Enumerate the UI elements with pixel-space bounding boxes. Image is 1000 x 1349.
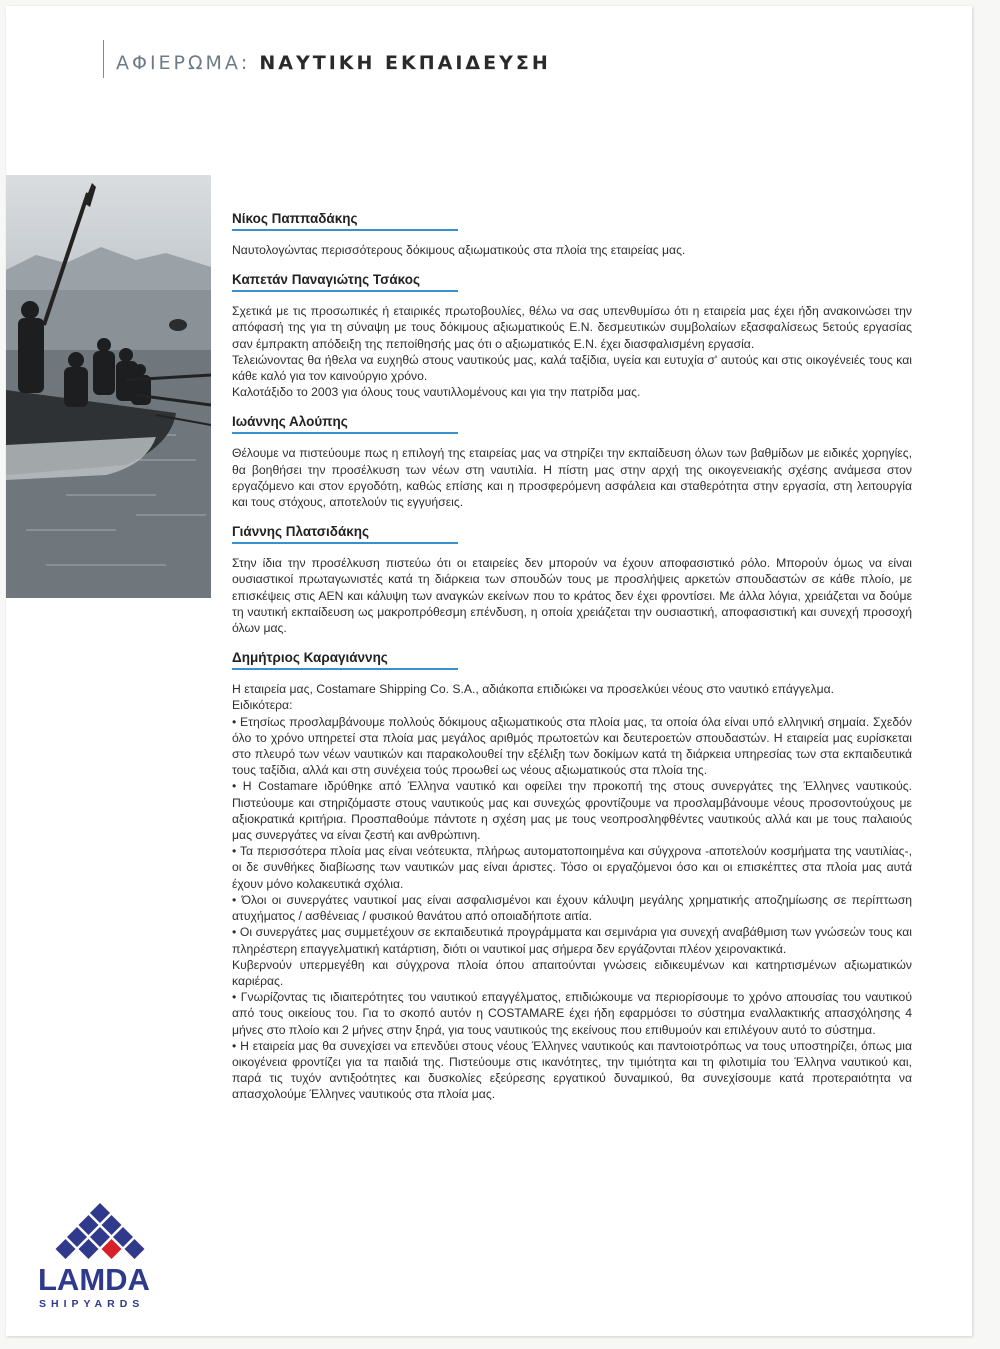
paragraph: Ειδικότερα: (232, 698, 293, 713)
header-rule (103, 40, 104, 78)
bullet-paragraph: • Ετησίως προσλαμβάνουμε πολλούς δόκιμους αξιωματικούς στα πλοία μας, τα οποία όλα είναι υπό ελληνική σημαία. Σχεδόν όλο το χρόνο υπηρετεί στα πλοία μας μεγάλος αριθμός πρωτοετών και δευτεροετών σπουδαστών. Η εταιρεία μας ευρίσκεται στο πλευρό των νέων ναυτικών και παρακολουθεί την εξέλιξη των δοκίμων κατά τη διάρκεια υπηρεσίας των στα εκπαιδευτικά τους ταξίδια, αλλά και στη συνέχεια τούς προωθεί ως νέους αξιωματικούς στα πλοία της. (232, 714, 912, 778)
bullet-paragraph: • Οι συνεργάτες μας συμμετέχουν σε εκπαιδευτικά προγράμματα και σεμινάρια για συνεχή αναβάθμιση των γνώσεών τους και πληρέστερη επαγγελματική κατάρτιση, διότι οι ναυτικοί μας σήμερα δεν εργάζονται πλέον χειρονακτικά. (232, 925, 912, 956)
bullet-paragraph: • Η εταιρεία μας θα συνεχίσει να επενδύει στους νέους Έλληνες ναυτικούς και παντοιοτρόπως να τους υποστηρίζει, όπως μια οικογένεια φροντίζει για τα παιδιά της. Πιστεύουμε στις ικανότητες, την τιμιότητα και τη φιλοτιμία του Έλληνα ναυτικού και, παρά τις τυχόν αντιξοότητες και δυσκολίες εξεύρεσης εργατικού δυναμικού, θα συνεχίσουμε κατά προτεραιότητα να απασχολούμε Έλληνες ναυτικούς στα πλοία μας. (232, 1038, 912, 1102)
paragraph: Καλοτάξιδο το 2003 για όλους τους ναυτιλλομένους και για την πατρίδα μας. (232, 385, 641, 400)
section-name: Δημήτριος Καραγιάννης (232, 650, 458, 670)
rowing-boat-photo (6, 175, 211, 598)
bullet-paragraph: • Γνωρίζοντας τις ιδιαιτερότητες του ναυτικού επαγγέλματος, επιδιώκουμε να περιορίσουμε το χρόνο απουσίας του ναυτικού από τους οικείους του. Για το σκοπό αυτόν η COSTAMARE έχει ήδη εφαρμόσει το σύστημα εναλλακτικής απασχόλησης 4 μήνες στο πλοίο και 2 μήνες στην ξηρά, για τους ναυτικούς της εκείνους που επιθυμούν και επιλέγουν αυτό το σύστημα. (232, 990, 912, 1037)
section-name: Γιάννης Πλατσιδάκης (232, 524, 458, 544)
bullet-paragraph: • Τα περισσότερα πλοία μας είναι νεότευκτα, πλήρως αυτοματοποιημένα και σύγχρονα -αποτελούν κοσμήματα της ναυτιλίας-, οι δε συνθήκες διαβίωσης των ναυτικών μας είναι άριστες. Τόσο οι εργαζόμενοι όσο και οι επισκέπτες στα πλοία μας αυτά έχουν μόνο κολακευτικά σχόλια. (232, 844, 912, 891)
article-content (232, 210, 912, 1116)
paragraph: Θέλουμε να πιστεύουμε πως η επιλογή της εταιρείας μας να στηρίζει την εκπαίδευση όλων των βαθμίδων με ειδικές χορηγίες, θα βοηθήσει την προσέλκυση των νέων στη ναυτιλία. Η πίστη μας στην αρχή της οικογενειακής σχέσης ανάμεσα στον εργαζόμενο και στον εργοδότη, καθώς επίσης και η προσφερόμενη ασφάλεια και σταθερότητα στην εργασία, στη λειτουργία και τους στόχους, αποτελούν τις εγγυήσεις. (232, 446, 912, 510)
section-name: Ιωάννης Αλούπης (232, 414, 458, 434)
section-platsidakis (232, 523, 912, 636)
header-topic: ΝΑΥΤΙΚΗ ΕΚΠΑΙΔΕΥΣΗ (259, 52, 551, 74)
section-name: Νίκος Παππαδάκης (232, 211, 458, 231)
logo-name: LAMDA (38, 1262, 150, 1297)
paragraph: Σχετικά με τις προσωπικές ή εταιρικές πρωτοβουλίες, θέλω να σας υπενθυμίσω ότι η εταιρεία μας έχει ήδη ανακοινώσει την απόφασή της για τη σύναψη με τους δόκιμους αξιωματικούς Ε.Ν. δεσμευτικών συμβολαίων εξασφαλίσεως 5ετούς εργασίας σαν έμπρακτη απόδειξη της πεποίθησής μας ότι ο αξιωματικός Ε.Ν. έχει διασφαλισμένη εργασία. (232, 304, 912, 351)
paragraph: Στην ίδια την προσέλκυση πιστεύω ότι οι εταιρείες δεν μπορούν να έχουν αποφασιστικό ρόλο. Μπορούν όμως να είναι ουσιαστικοί πρωταγωνιστές κατά τη διάρκεια των σπουδών τους με προσλήψεις αρκετών σπουδαστών σε κάθε πλοίο, με επισκέψεις στις ΑΕΝ και κάλυψη των αναγκών εκείνων που το κράτος δεν έχει φροντίσει. Με άλλα λόγια, χρειάζεται να δούμε τη ναυτική εκπαίδευση ως μακροπρόθεσμη επένδυση, η οποία χρειάζεται την ουσιαστική, αποφασιστική και συνεχή προσοχή όλων μας. (232, 556, 912, 636)
paragraph: Τελειώνοντας θα ήθελα να ευχηθώ στους ναυτικούς μας, καλά ταξίδια, υγεία και ευτυχία σ' αυτούς και στις οικογένειές τους και κάθε καλό για τον καινούργιο χρόνο. (232, 352, 912, 384)
bullet-paragraph: • Όλοι οι συνεργάτες ναυτικοί μας είναι ασφαλισμένοι και έχουν κάλυψη μεγάλης χρηματικής αποζημίωσης σε περίπτωση ατυχήματος / ασθένειας / φυσικού θανάτου από οποιαδήποτε αιτία. (232, 892, 912, 924)
section-aloupis (232, 413, 912, 510)
paragraph: Κυβερνούν υπερμεγέθη και σύγχρονα πλοία όπου απαιτούνται γνώσεις ειδικευμένων και κατηρτισμένων αξιωματικών καριέρας. (232, 957, 912, 988)
section-pappadakis (232, 210, 912, 258)
section-name: Καπετάν Παναγιώτης Τσάκος (232, 272, 458, 292)
header-lead: ΑΦΙΕΡΩΜΑ: (116, 52, 251, 74)
logo-subtitle: SHIPYARDS (39, 1298, 145, 1310)
paragraph: Η εταιρεία μας, Costamare Shipping Co. S.A., αδιάκοπα επιδιώκει να προσελκύει νέους στο ναυτικό επάγγελμα. (232, 682, 835, 697)
section-karagiannis (232, 649, 912, 1102)
page-header (116, 52, 551, 74)
paragraph: Ναυτολογώντας περισσότερους δόκιμους αξιωματικούς στα πλοία της εταιρείας μας. (232, 243, 686, 257)
section-tsakos (232, 271, 912, 400)
bullet-paragraph: • Η Costamare ιδρύθηκε από Έλληνα ναυτικό και οφείλει την προκοπή της στους συνεργάτες της Έλληνες ναυτικούς. Πιστεύουμε και στηριζόμαστε στους ναυτικούς μας και συνεχώς φροντίζουμε να προσλαμβάνουμε νέους προσοντούχους με αξιοκρατικά κριτήρια. Προσπαθούμε πάντοτε η σχέση μας με τους νεοπροσληφθέντες ναυτικούς αλλά και με τους παλαιούς μας συνεργάτες να είναι ζεστή και ανθρώπινη. (232, 779, 912, 843)
